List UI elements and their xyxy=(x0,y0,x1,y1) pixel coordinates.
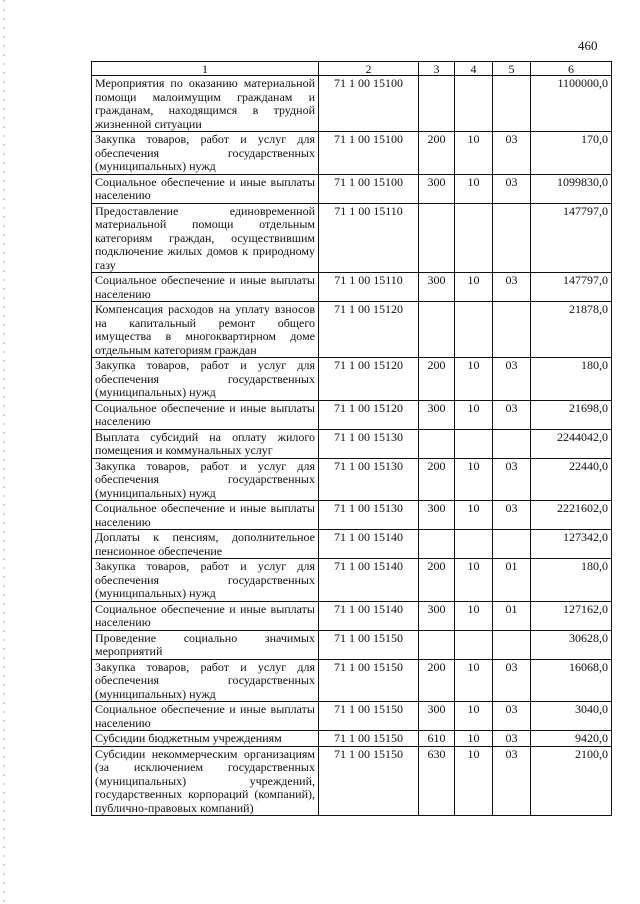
target-code-cell: 71 1 00 15150 xyxy=(319,702,419,731)
column-header: 5 xyxy=(493,62,531,76)
expense-type-cell xyxy=(419,302,455,358)
target-code-cell: 71 1 00 15110 xyxy=(319,273,419,302)
target-code-cell: 71 1 00 15100 xyxy=(319,174,419,203)
amount-cell: 3040,0 xyxy=(531,702,612,731)
amount-cell: 1100000,0 xyxy=(531,76,612,132)
target-code-cell: 71 1 00 15120 xyxy=(319,302,419,358)
target-code-cell: 71 1 00 15130 xyxy=(319,501,419,530)
row-name-cell: Субсидии некоммерческим организациям (за исключением государственных (муниципальных) учреждений, государственных корпораций (компаний), публично-правовых компаний) xyxy=(92,746,319,816)
section-cell: 10 xyxy=(455,358,493,401)
row-name-cell: Социальное обеспечение и иные выплаты населению xyxy=(92,273,319,302)
section-cell xyxy=(455,630,493,659)
expense-type-cell: 200 xyxy=(419,559,455,602)
table-row xyxy=(92,731,612,747)
column-header: 2 xyxy=(319,62,419,76)
target-code-cell: 71 1 00 15140 xyxy=(319,530,419,559)
section-cell: 10 xyxy=(455,659,493,702)
target-code-cell: 71 1 00 15100 xyxy=(319,76,419,132)
subsection-cell xyxy=(493,203,531,273)
target-code-cell: 71 1 00 15150 xyxy=(319,659,419,702)
section-cell xyxy=(455,76,493,132)
table-row xyxy=(92,132,612,175)
column-header: 6 xyxy=(531,62,612,76)
section-cell: 10 xyxy=(455,746,493,816)
expense-type-cell: 610 xyxy=(419,731,455,747)
table-row xyxy=(92,659,612,702)
expense-type-cell xyxy=(419,630,455,659)
subsection-cell: 03 xyxy=(493,174,531,203)
amount-cell: 21698,0 xyxy=(531,400,612,429)
amount-cell: 16068,0 xyxy=(531,659,612,702)
table-row xyxy=(92,458,612,501)
row-name-cell: Закупка товаров, работ и услуг для обеспечения государственных (муниципальных) нужд xyxy=(92,659,319,702)
target-code-cell: 71 1 00 15150 xyxy=(319,630,419,659)
row-name-cell: Предоставление единовременной материальной помощи отдельным категориям граждан, осуществившим подключение жилых домов к природному газу xyxy=(92,203,319,273)
subsection-cell: 03 xyxy=(493,400,531,429)
subsection-cell: 03 xyxy=(493,458,531,501)
amount-cell: 147797,0 xyxy=(531,203,612,273)
section-cell: 10 xyxy=(455,559,493,602)
amount-cell: 180,0 xyxy=(531,559,612,602)
scan-edge-marks xyxy=(3,0,5,904)
target-code-cell: 71 1 00 15150 xyxy=(319,746,419,816)
table-row xyxy=(92,530,612,559)
amount-cell: 2244042,0 xyxy=(531,429,612,458)
amount-cell: 127342,0 xyxy=(531,530,612,559)
subsection-cell: 03 xyxy=(493,659,531,702)
expense-type-cell xyxy=(419,203,455,273)
amount-cell: 30628,0 xyxy=(531,630,612,659)
target-code-cell: 71 1 00 15140 xyxy=(319,601,419,630)
table-row xyxy=(92,400,612,429)
expense-type-cell: 300 xyxy=(419,601,455,630)
row-name-cell: Социальное обеспечение и иные выплаты населению xyxy=(92,501,319,530)
table-row xyxy=(92,559,612,602)
section-cell: 10 xyxy=(455,400,493,429)
column-header: 3 xyxy=(419,62,455,76)
target-code-cell: 71 1 00 15120 xyxy=(319,400,419,429)
budget-table xyxy=(91,61,612,816)
subsection-cell xyxy=(493,429,531,458)
section-cell xyxy=(455,302,493,358)
section-cell: 10 xyxy=(455,174,493,203)
section-cell: 10 xyxy=(455,501,493,530)
row-name-cell: Социальное обеспечение и иные выплаты населению xyxy=(92,601,319,630)
expense-type-cell xyxy=(419,530,455,559)
section-cell: 10 xyxy=(455,731,493,747)
target-code-cell: 71 1 00 15100 xyxy=(319,132,419,175)
row-name-cell: Субсидии бюджетным учреждениям xyxy=(92,731,319,747)
amount-cell: 147797,0 xyxy=(531,273,612,302)
expense-type-cell: 200 xyxy=(419,358,455,401)
row-name-cell: Социальное обеспечение и иные выплаты населению xyxy=(92,174,319,203)
table-row xyxy=(92,358,612,401)
subsection-cell: 03 xyxy=(493,501,531,530)
subsection-cell: 03 xyxy=(493,273,531,302)
subsection-cell xyxy=(493,630,531,659)
column-header: 4 xyxy=(455,62,493,76)
expense-type-cell: 300 xyxy=(419,702,455,731)
table-row xyxy=(92,601,612,630)
expense-type-cell: 200 xyxy=(419,132,455,175)
section-cell: 10 xyxy=(455,601,493,630)
target-code-cell: 71 1 00 15110 xyxy=(319,203,419,273)
amount-cell: 2221602,0 xyxy=(531,501,612,530)
section-cell xyxy=(455,203,493,273)
row-name-cell: Закупка товаров, работ и услуг для обеспечения государственных (муниципальных) нужд xyxy=(92,559,319,602)
expense-type-cell: 630 xyxy=(419,746,455,816)
column-number-row xyxy=(92,62,612,76)
subsection-cell: 03 xyxy=(493,132,531,175)
table-row xyxy=(92,501,612,530)
section-cell: 10 xyxy=(455,458,493,501)
expense-type-cell: 300 xyxy=(419,501,455,530)
column-header: 1 xyxy=(92,62,319,76)
subsection-cell: 03 xyxy=(493,746,531,816)
table-row xyxy=(92,302,612,358)
target-code-cell: 71 1 00 15130 xyxy=(319,458,419,501)
table-row xyxy=(92,76,612,132)
amount-cell: 9420,0 xyxy=(531,731,612,747)
table-row xyxy=(92,174,612,203)
row-name-cell: Социальное обеспечение и иные выплаты населению xyxy=(92,702,319,731)
expense-type-cell: 300 xyxy=(419,174,455,203)
table-row xyxy=(92,630,612,659)
expense-type-cell: 200 xyxy=(419,659,455,702)
target-code-cell: 71 1 00 15130 xyxy=(319,429,419,458)
amount-cell: 21878,0 xyxy=(531,302,612,358)
row-name-cell: Закупка товаров, работ и услуг для обеспечения государственных (муниципальных) нужд xyxy=(92,358,319,401)
amount-cell: 2100,0 xyxy=(531,746,612,816)
table-row xyxy=(92,273,612,302)
section-cell: 10 xyxy=(455,702,493,731)
expense-type-cell xyxy=(419,76,455,132)
subsection-cell xyxy=(493,302,531,358)
section-cell: 10 xyxy=(455,132,493,175)
subsection-cell: 03 xyxy=(493,358,531,401)
table-row xyxy=(92,746,612,816)
target-code-cell: 71 1 00 15140 xyxy=(319,559,419,602)
subsection-cell: 01 xyxy=(493,601,531,630)
section-cell xyxy=(455,429,493,458)
row-name-cell: Мероприятия по оказанию материальной помощи малоимущим гражданам и гражданам, находящимся в трудной жизненной ситуации xyxy=(92,76,319,132)
amount-cell: 127162,0 xyxy=(531,601,612,630)
subsection-cell: 03 xyxy=(493,731,531,747)
row-name-cell: Закупка товаров, работ и услуг для обеспечения государственных (муниципальных) нужд xyxy=(92,458,319,501)
page-number: 460 xyxy=(578,38,598,53)
expense-type-cell: 300 xyxy=(419,400,455,429)
amount-cell: 22440,0 xyxy=(531,458,612,501)
table-row xyxy=(92,429,612,458)
section-cell xyxy=(455,530,493,559)
section-cell: 10 xyxy=(455,273,493,302)
table-row xyxy=(92,702,612,731)
expense-type-cell xyxy=(419,429,455,458)
table-row xyxy=(92,203,612,273)
row-name-cell: Доплаты к пенсиям, дополнительное пенсионное обеспечение xyxy=(92,530,319,559)
subsection-cell: 01 xyxy=(493,559,531,602)
amount-cell: 180,0 xyxy=(531,358,612,401)
row-name-cell: Проведение социально значимых мероприятий xyxy=(92,630,319,659)
amount-cell: 1099830,0 xyxy=(531,174,612,203)
target-code-cell: 71 1 00 15150 xyxy=(319,731,419,747)
expense-type-cell: 300 xyxy=(419,273,455,302)
row-name-cell: Закупка товаров, работ и услуг для обеспечения государственных (муниципальных) нужд xyxy=(92,132,319,175)
target-code-cell: 71 1 00 15120 xyxy=(319,358,419,401)
subsection-cell: 03 xyxy=(493,702,531,731)
expense-type-cell: 200 xyxy=(419,458,455,501)
row-name-cell: Социальное обеспечение и иные выплаты населению xyxy=(92,400,319,429)
row-name-cell: Компенсация расходов на уплату взносов на капитальный ремонт общего имущества в многоквартирном доме отдельным категориям граждан xyxy=(92,302,319,358)
subsection-cell xyxy=(493,76,531,132)
row-name-cell: Выплата субсидий на оплату жилого помещения и коммунальных услуг xyxy=(92,429,319,458)
subsection-cell xyxy=(493,530,531,559)
amount-cell: 170,0 xyxy=(531,132,612,175)
